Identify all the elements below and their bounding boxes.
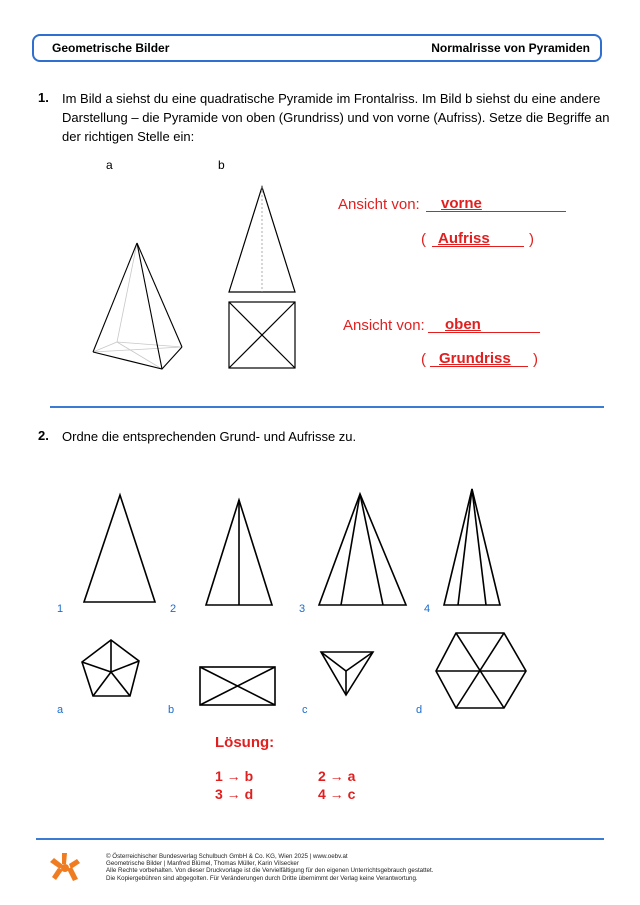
q1-line: der richtigen Stelle ein: <box>62 129 195 144</box>
footer-line: Alle Rechte vorbehalten. Von dieser Druckvorlage ist die Vervielfältigung für den eigenen Unterrichtsgebrauch gestattet. <box>106 867 434 875</box>
solution-item: 4 → c <box>318 786 356 802</box>
elevation-label-1: 1 <box>57 603 64 615</box>
footer-line: Geometrische Bilder | Manfred Blümel, Thomas Müller, Karin Vilsecker <box>106 860 299 868</box>
view1-answer: vorne <box>441 195 482 212</box>
paren1-close: ) <box>529 231 534 248</box>
elevation-label-2: 2 <box>170 603 177 615</box>
view2-answer: oben <box>445 316 481 333</box>
figure-label-b: b <box>218 158 225 172</box>
plan-label-a: a <box>57 704 64 716</box>
footer-divider <box>36 838 604 840</box>
paren1-open: ( <box>421 231 426 248</box>
q1-number: 1. <box>38 90 49 105</box>
paren2-open: ( <box>421 351 426 368</box>
paren2-answer: Grundriss <box>439 350 511 367</box>
view1-label: Ansicht von: <box>338 196 420 213</box>
figure-label-a: a <box>106 158 113 172</box>
paren2-close: ) <box>533 351 538 368</box>
q1-line: Darstellung – die Pyramide von oben (Grundriss) und von vorne (Aufriss). Setze die Begriffe an <box>62 110 610 125</box>
plan-label-b: b <box>168 704 175 716</box>
plan-label-d: d <box>416 704 423 716</box>
plan-label-c: c <box>302 704 308 716</box>
publisher-logo <box>50 853 80 883</box>
footer-text <box>106 853 602 882</box>
q1-line: Im Bild a siehst du eine quadratische Pyramide im Frontalriss. Im Bild b siehst du eine andere <box>62 91 601 106</box>
elevation-label-3: 3 <box>299 603 306 615</box>
footer-line: Die Kopiergebühren sind abgegolten. Für Veränderungen durch Dritte übernimmt der Verlag keine Verantwortung. <box>106 874 418 882</box>
solution-item: 2 → a <box>318 768 356 784</box>
view2-label: Ansicht von: <box>343 317 425 334</box>
paren1-answer: Aufriss <box>438 230 490 247</box>
footer-line: © Österreichischer Bundesverlag Schulbuch GmbH & Co. KG, Wien 2025 | www.oebv.at <box>106 853 348 860</box>
header-subject: Geometrische Bilder <box>52 41 170 55</box>
elevation-label-4: 4 <box>424 603 431 615</box>
solution-item: 1 → b <box>215 768 254 784</box>
header-topic: Normalrisse von Pyramiden <box>431 41 590 55</box>
q2-number: 2. <box>38 428 49 443</box>
q2-text: Ordne die entsprechenden Grund- und Aufrisse zu. <box>62 429 357 444</box>
solution-item: 3 → d <box>215 786 254 802</box>
solution-title: Lösung: <box>215 734 275 751</box>
